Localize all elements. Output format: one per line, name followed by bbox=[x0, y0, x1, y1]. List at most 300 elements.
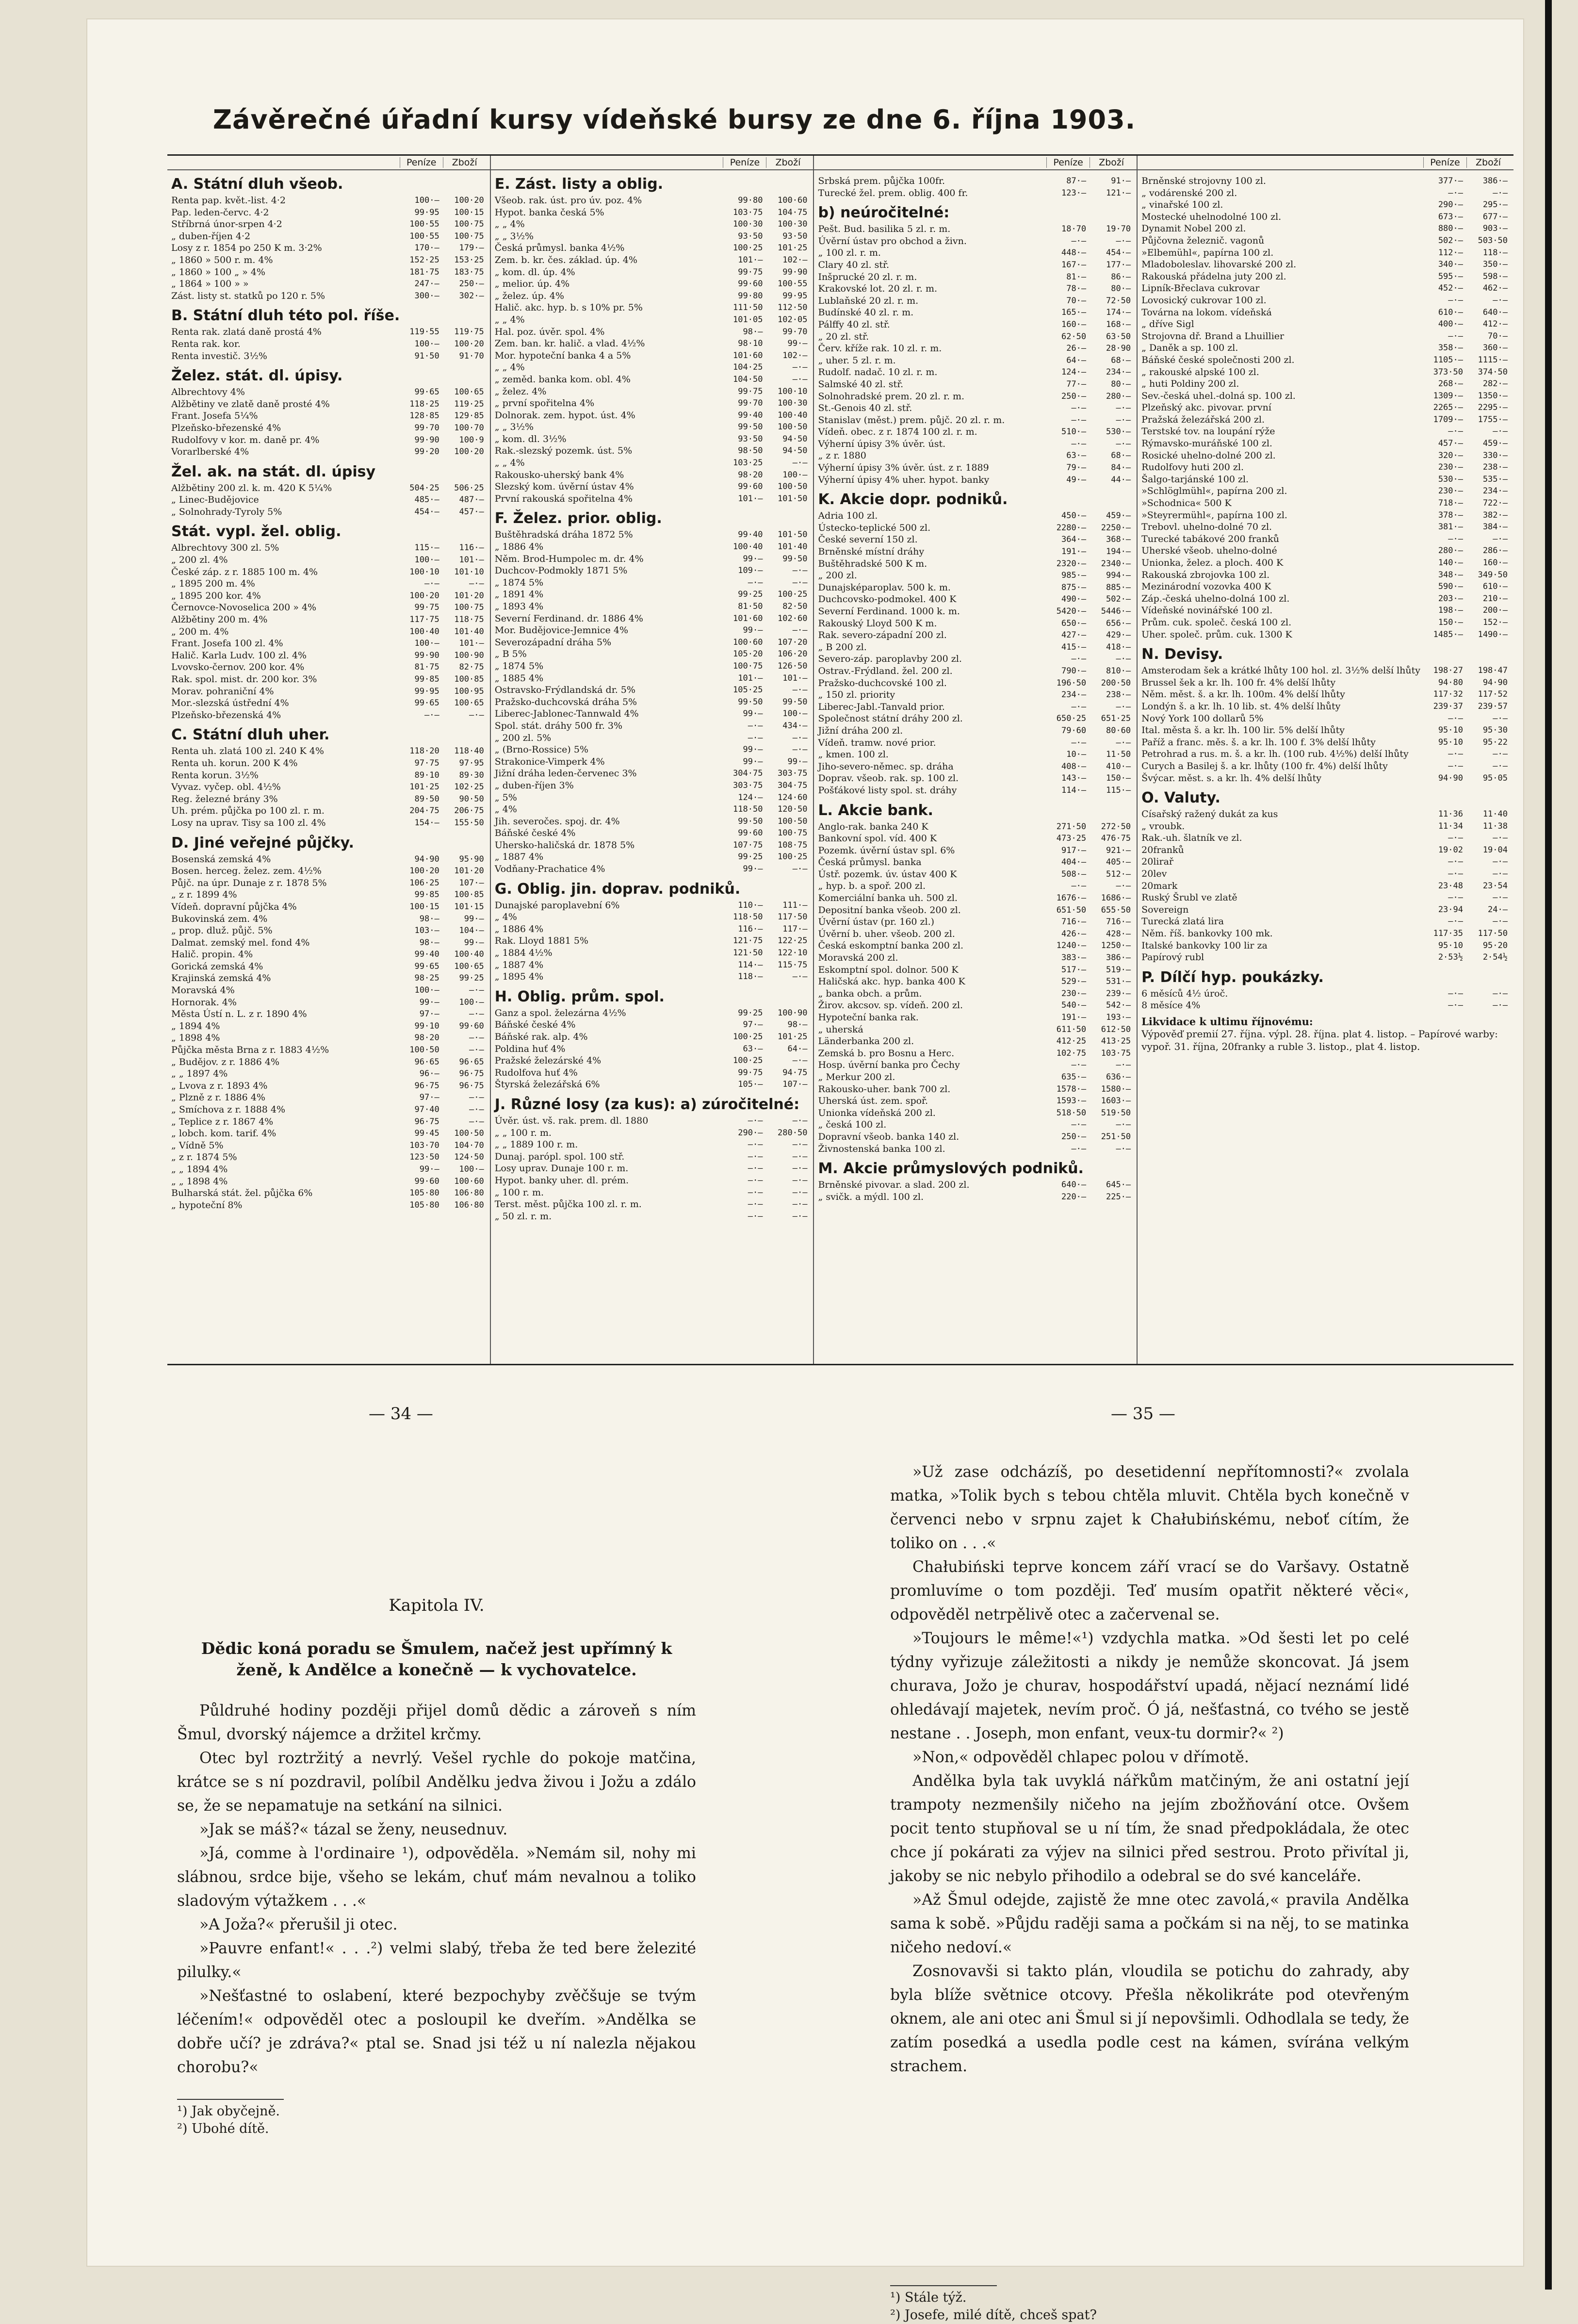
price-money: 119·55 bbox=[409, 327, 439, 337]
security-name: „ vodárenské 200 zl. bbox=[1141, 187, 1237, 198]
price-money: –·– bbox=[1448, 534, 1463, 544]
section-heading: M. Akcie průmyslových podniků. bbox=[818, 1160, 1084, 1178]
quote-row bbox=[171, 506, 486, 518]
security-name: Renta uh. zlatá 100 zl. 240 K 4% bbox=[171, 746, 324, 757]
security-name: Komerciální banka uh. 500 zl. bbox=[818, 893, 958, 904]
quote-row bbox=[171, 781, 486, 793]
price-goods: 531·– bbox=[1106, 977, 1131, 987]
quote-row bbox=[818, 880, 1133, 892]
security-name: „ „ 1898 4% bbox=[171, 1176, 228, 1187]
price-goods: 95·90 bbox=[459, 854, 484, 864]
quote-row bbox=[1141, 904, 1510, 916]
price-money: 99·80 bbox=[738, 291, 763, 301]
price-goods: 96·75 bbox=[459, 1080, 484, 1091]
security-name: Rakousko-uher. bank 700 zl. bbox=[818, 1083, 951, 1095]
security-name: „ prop. dluž. půjč. 5% bbox=[171, 925, 273, 936]
left-footnotes bbox=[177, 2099, 284, 2138]
quote-row bbox=[495, 529, 810, 541]
price-goods: 405·– bbox=[1106, 857, 1131, 867]
price-money: –·– bbox=[1071, 1144, 1087, 1154]
price-goods: –·– bbox=[792, 1163, 808, 1174]
quote-row bbox=[495, 816, 810, 828]
price-goods: 95·22 bbox=[1482, 737, 1508, 747]
security-name: Losy z r. 1854 po 250 K m. 3·2% bbox=[171, 243, 322, 254]
price-money: 99·75 bbox=[738, 386, 763, 396]
price-money: 412·25 bbox=[1056, 1036, 1087, 1047]
security-name: „ Daněk a sp. 100 zl. bbox=[1141, 343, 1238, 354]
quote-row bbox=[495, 1187, 810, 1199]
quote-row bbox=[495, 195, 810, 207]
price-goods: –·– bbox=[1493, 869, 1508, 879]
price-money: 204·75 bbox=[409, 806, 439, 816]
quote-row bbox=[818, 438, 1133, 450]
security-name: Úvěr. úst. vš. rak. prem. dl. 1880 bbox=[494, 1115, 649, 1126]
security-name: Úvěrní ústav (pr. 160 zl.) bbox=[818, 917, 935, 928]
price-goods: 168·– bbox=[1106, 319, 1131, 329]
security-name: „ melior. úp. 4% bbox=[494, 278, 570, 290]
price-money: 78·– bbox=[1066, 284, 1087, 294]
price-goods: 994·– bbox=[1106, 571, 1131, 581]
price-money: 99·70 bbox=[738, 398, 763, 409]
price-money: 99·60 bbox=[738, 279, 763, 289]
header-goods: Zboží bbox=[443, 157, 486, 168]
price-money: 95·10 bbox=[1438, 737, 1463, 747]
price-goods: 360·– bbox=[1482, 343, 1508, 353]
quote-row bbox=[818, 247, 1133, 259]
footnote: ¹) Jak obyčejně. bbox=[177, 2104, 280, 2119]
quote-row bbox=[171, 709, 486, 721]
price-goods: 82·75 bbox=[459, 662, 484, 672]
price-money: 985·– bbox=[1061, 571, 1087, 581]
security-name: Bosenská zemská 4% bbox=[171, 853, 271, 865]
security-name: Česká průmysl. banka bbox=[818, 857, 922, 868]
price-money: 485·– bbox=[414, 495, 439, 505]
price-goods: 94·50 bbox=[782, 446, 808, 456]
security-name: „ kmen. 100 zl. bbox=[818, 749, 889, 760]
price-money: 99·75 bbox=[414, 603, 439, 613]
quote-row bbox=[1141, 820, 1510, 833]
price-money: –·– bbox=[1448, 917, 1463, 927]
price-money: –·– bbox=[1071, 415, 1087, 425]
quote-row bbox=[818, 868, 1133, 881]
price-goods: –·– bbox=[792, 1187, 808, 1197]
price-goods: 99·70 bbox=[782, 327, 808, 337]
security-name: Halič. akc. hyp. b. s 10% pr. 5% bbox=[494, 302, 643, 313]
price-goods: 102·– bbox=[782, 255, 808, 265]
security-name: Česká průmysl. banka 4½% bbox=[494, 243, 625, 254]
price-money: 635·– bbox=[1061, 1072, 1087, 1082]
security-name: Rakouský Lloyd 500 K m. bbox=[818, 618, 937, 629]
quote-row bbox=[1141, 438, 1510, 450]
quote-row bbox=[1141, 677, 1510, 689]
security-name: Bukovinská zem. 4% bbox=[171, 913, 268, 924]
security-name: „ 5% bbox=[494, 792, 517, 803]
quote-row bbox=[818, 665, 1133, 677]
section-heading: b) neúročitelné: bbox=[818, 204, 950, 222]
security-name: Severo-záp. paroplavby 200 zl. bbox=[818, 654, 962, 665]
price-goods: 106·80 bbox=[454, 1188, 484, 1198]
price-money: 100·– bbox=[414, 555, 439, 565]
price-money: 99·70 bbox=[414, 423, 439, 433]
security-name: Rýmavsko-muráňské 100 zl. bbox=[1141, 438, 1272, 449]
security-name: „ z r. 1880 bbox=[818, 450, 866, 461]
quote-row bbox=[818, 653, 1133, 665]
price-goods: 384·– bbox=[1482, 522, 1508, 532]
quote-row bbox=[171, 326, 486, 338]
price-money: 101·– bbox=[738, 673, 763, 683]
quote-row bbox=[171, 278, 486, 290]
price-goods: –·– bbox=[792, 1175, 808, 1185]
price-goods: 100·– bbox=[782, 709, 808, 719]
price-goods: 108·75 bbox=[778, 840, 808, 850]
price-money: –·– bbox=[748, 1175, 763, 1185]
price-money: –·– bbox=[748, 1199, 763, 1210]
security-name: Doprav. všeob. rak. sp. 100 zl. bbox=[818, 773, 959, 784]
price-goods: 503·50 bbox=[1478, 235, 1508, 245]
quote-row bbox=[171, 673, 486, 686]
quote-row bbox=[818, 964, 1133, 976]
price-money: 62·50 bbox=[1061, 331, 1087, 342]
security-name: Lvovsko-černov. 200 kor. 4% bbox=[171, 662, 305, 673]
quote-row bbox=[1141, 916, 1510, 928]
security-name: Dunajsképaroplav. 500 k. m. bbox=[818, 582, 951, 593]
quote-row bbox=[495, 1079, 810, 1091]
quote-row bbox=[495, 374, 810, 386]
price-money: 116·– bbox=[738, 924, 763, 934]
quote-row bbox=[1141, 211, 1510, 223]
price-goods: 23·54 bbox=[1482, 881, 1508, 891]
price-goods: 1686·– bbox=[1101, 893, 1131, 903]
price-money: 98·50 bbox=[738, 446, 763, 456]
quote-row bbox=[818, 785, 1133, 797]
price-goods: 99·90 bbox=[782, 267, 808, 277]
price-goods: 44·– bbox=[1111, 475, 1131, 485]
price-money: 99·90 bbox=[414, 435, 439, 445]
price-goods: 11·50 bbox=[1106, 750, 1131, 760]
quote-row bbox=[1141, 940, 1510, 952]
price-goods: 386·– bbox=[1106, 953, 1131, 963]
quote-row bbox=[1141, 282, 1510, 295]
security-name: „ „ 3½% bbox=[494, 230, 534, 242]
bourse-column bbox=[814, 156, 1138, 1364]
security-name: „ vinařské 100 zl. bbox=[1141, 199, 1223, 211]
price-money: 100·75 bbox=[733, 661, 763, 671]
security-name: Losy uprav. Dunaje 100 r. m. bbox=[494, 1163, 629, 1174]
price-money: 651·50 bbox=[1056, 905, 1087, 915]
quote-row bbox=[818, 235, 1133, 247]
security-name: Sev.-česká uhel.-dolná sp. 100 zl. bbox=[1141, 390, 1296, 401]
price-money: 99·10 bbox=[414, 1021, 439, 1031]
security-name: Pap. leden-červc. 4·2 bbox=[171, 207, 269, 218]
price-goods: 99·60 bbox=[459, 1021, 484, 1031]
quote-row bbox=[818, 175, 1133, 187]
security-name: Paříž a franc. měs. š. a kr. lh. 100 f. 3% delší lhůty bbox=[1141, 736, 1376, 748]
quote-row bbox=[818, 988, 1133, 1000]
price-goods: 476·75 bbox=[1101, 834, 1131, 844]
price-goods: 386·– bbox=[1482, 176, 1508, 186]
price-money: 109·– bbox=[738, 566, 763, 576]
quote-row bbox=[171, 1199, 486, 1211]
quote-row bbox=[1141, 951, 1510, 964]
security-name: Hypot. banky uher. dl. prém. bbox=[494, 1175, 629, 1186]
quote-row bbox=[171, 338, 486, 350]
price-money: 110·– bbox=[738, 900, 763, 910]
security-name: Budínské 40 zl. r. m. bbox=[818, 307, 914, 318]
price-money: 99·50 bbox=[738, 816, 763, 826]
price-money: 348·– bbox=[1438, 570, 1463, 580]
quote-row bbox=[818, 1107, 1133, 1119]
price-money: 100·60 bbox=[733, 637, 763, 647]
price-goods: 100·60 bbox=[454, 1176, 484, 1186]
price-money: 595·– bbox=[1438, 271, 1463, 281]
security-name: Turecké žel. prem. oblig. 400 fr. bbox=[818, 187, 968, 198]
security-name: Severozápadní dráha 5% bbox=[494, 637, 612, 648]
quote-row bbox=[171, 661, 486, 673]
column-header bbox=[167, 156, 490, 170]
quote-row bbox=[495, 278, 810, 290]
security-name: Stanislav (měst.) prem. půjč. 20 zl. r. m. bbox=[818, 414, 1005, 426]
quote-row bbox=[495, 1043, 810, 1055]
price-goods: –·– bbox=[792, 1199, 808, 1210]
security-name: „ uherská bbox=[818, 1024, 863, 1035]
price-goods: 100·10 bbox=[778, 386, 808, 396]
price-money: 247·– bbox=[414, 279, 439, 289]
quote-row bbox=[171, 1080, 486, 1092]
quote-row bbox=[495, 756, 810, 768]
security-name: Česká eskomptní banka 200 zl. bbox=[818, 940, 964, 951]
security-name: Pražsko-duchcovská dráha 5% bbox=[494, 696, 637, 707]
price-goods: 250·– bbox=[459, 279, 484, 289]
quote-row bbox=[1141, 928, 1510, 940]
quote-row bbox=[1141, 390, 1510, 402]
quote-row bbox=[495, 266, 810, 278]
price-money: 124·– bbox=[1061, 367, 1087, 377]
security-name: Vídeň. dopravní půjčka 4% bbox=[171, 901, 297, 912]
price-goods: 100·60 bbox=[778, 196, 808, 205]
footnote: ¹) Stále týž. bbox=[890, 2290, 967, 2305]
price-goods: –·– bbox=[792, 362, 808, 373]
security-name: Curych a Basilej š. a kr. lhůty (100 fr. 4%) delší lhůty bbox=[1141, 760, 1388, 771]
price-money: 63·– bbox=[743, 1044, 763, 1054]
price-goods: 282·– bbox=[1482, 379, 1508, 389]
security-name: Eskomptní spol. dolnor. 500 K bbox=[818, 964, 959, 975]
quote-row bbox=[1141, 318, 1510, 330]
price-money: 150·– bbox=[1438, 617, 1463, 627]
price-goods: 194·– bbox=[1106, 547, 1131, 557]
price-goods: 183·75 bbox=[454, 267, 484, 277]
price-money: 81·– bbox=[1066, 272, 1087, 282]
paragraph: Otec byl roztržitý a nevrlý. Vešel rychle do pokoje matčina, krátce se s ní pozdravil, políbil Andělku jedva živou i Jožu a zdálo se, že se nepamatuje na setkání na silnici. bbox=[177, 1750, 696, 1815]
security-name: Albrechtovy 4% bbox=[171, 387, 245, 398]
price-goods: 95·20 bbox=[1482, 940, 1508, 950]
price-money: 81·75 bbox=[414, 662, 439, 672]
security-name: Pálffy 40 zl. stř. bbox=[818, 319, 890, 330]
column-header bbox=[491, 156, 813, 170]
price-goods: 100·75 bbox=[454, 603, 484, 613]
security-name: „ 200 m. 4% bbox=[171, 626, 229, 637]
quote-row bbox=[495, 553, 810, 565]
quote-row bbox=[1141, 426, 1510, 438]
price-goods: 519·50 bbox=[1101, 1108, 1131, 1118]
security-name: 20lirař bbox=[1141, 856, 1173, 867]
price-goods: 206·75 bbox=[454, 806, 484, 816]
price-goods: 89·30 bbox=[459, 770, 484, 780]
price-money: 170·– bbox=[414, 243, 439, 253]
price-money: –·– bbox=[1071, 702, 1087, 712]
security-name: „ kom. dl. 3½% bbox=[494, 433, 567, 444]
novel-right-column bbox=[890, 1460, 1409, 2323]
price-goods: 239·57 bbox=[1478, 701, 1508, 711]
price-money: 98·10 bbox=[738, 339, 763, 349]
price-goods: 102·– bbox=[782, 350, 808, 360]
quote-row bbox=[171, 1056, 486, 1068]
price-goods: –·– bbox=[469, 1009, 484, 1019]
security-name: Turecké tabákové 200 franků bbox=[1141, 533, 1279, 544]
section-heading: A. Státní dluh všeob. bbox=[171, 176, 343, 193]
quote-row bbox=[495, 541, 810, 553]
price-money: 91·50 bbox=[414, 351, 439, 361]
paragraph: »Jak se máš?« tázal se ženy, neusednuv. bbox=[199, 1821, 508, 1838]
quote-row bbox=[495, 732, 810, 744]
quote-row bbox=[495, 839, 810, 851]
price-goods: 107·20 bbox=[778, 637, 808, 647]
security-name: Hypoteční banka rak. bbox=[818, 1012, 919, 1023]
security-name: „ „ 1894 4% bbox=[171, 1163, 228, 1175]
price-money: –·– bbox=[1071, 1120, 1087, 1130]
quote-row bbox=[818, 821, 1133, 833]
price-money: 502·– bbox=[1438, 235, 1463, 245]
price-money: 99·– bbox=[419, 997, 439, 1007]
security-name: Ostravsko-Frýdlandská dr. 5% bbox=[494, 685, 635, 696]
price-money: –·– bbox=[748, 1151, 763, 1162]
security-name: „ Budějov. z r. 1886 4% bbox=[171, 1056, 280, 1067]
security-name: Reg. železné brány 3% bbox=[171, 793, 278, 804]
quote-row bbox=[495, 768, 810, 780]
price-goods: 302·– bbox=[459, 291, 484, 301]
quote-row bbox=[818, 366, 1133, 378]
price-money: 2265·– bbox=[1433, 403, 1463, 413]
price-goods: 374·50 bbox=[1478, 367, 1508, 377]
quote-row bbox=[818, 737, 1133, 749]
price-money: –·– bbox=[748, 1140, 763, 1150]
quote-row bbox=[818, 641, 1133, 654]
price-goods: 251·50 bbox=[1101, 1131, 1131, 1142]
price-money: –·– bbox=[1448, 331, 1463, 341]
price-money: –·– bbox=[748, 1163, 763, 1174]
security-name: „ 1895 200 kor. 4% bbox=[171, 590, 261, 601]
security-name: Města Ústí n. L. z r. 1890 4% bbox=[171, 1009, 307, 1020]
security-name: „ Linec-Budějovice bbox=[171, 494, 259, 506]
header-goods: Zboží bbox=[1090, 157, 1133, 168]
price-money: 99·65 bbox=[414, 961, 439, 971]
price-goods: –·– bbox=[1116, 236, 1131, 246]
price-goods: 117·– bbox=[782, 924, 808, 934]
price-money: 101·25 bbox=[409, 782, 439, 792]
price-goods: 124·50 bbox=[454, 1152, 484, 1162]
security-name: Výherní úpisy 3% úvěr. úst. z r. 1889 bbox=[818, 462, 989, 474]
quote-row bbox=[495, 720, 810, 732]
price-money: 99·65 bbox=[414, 698, 439, 708]
quote-row bbox=[1141, 545, 1510, 557]
price-goods: 412·– bbox=[1482, 319, 1508, 329]
price-money: 118·50 bbox=[733, 804, 763, 815]
security-name: Poldina huť 4% bbox=[494, 1043, 566, 1054]
security-name: Moravská 4% bbox=[171, 985, 235, 996]
price-goods: 100·9 bbox=[459, 435, 484, 445]
security-name: »Schodnica« 500 K bbox=[1141, 498, 1232, 509]
price-money: –·– bbox=[1071, 737, 1087, 748]
header-goods: Zboží bbox=[766, 157, 809, 168]
price-money: 320·– bbox=[1438, 450, 1463, 460]
security-name: Pozemk. úvěrní ústav spl. 6% bbox=[818, 845, 955, 856]
quote-row bbox=[818, 510, 1133, 522]
security-name: Solnohradské prem. 20 zl. r. m. bbox=[818, 391, 965, 402]
price-goods: 200·– bbox=[1482, 606, 1508, 616]
quote-row bbox=[171, 972, 486, 984]
price-money: 530·– bbox=[1438, 474, 1463, 484]
price-money: 718·– bbox=[1438, 498, 1463, 508]
price-money: 99·95 bbox=[414, 686, 439, 696]
price-money: –·– bbox=[1448, 988, 1463, 998]
security-name: Pražsko-duchcovské 100 zl. bbox=[818, 677, 947, 688]
security-name: „ 4% bbox=[494, 912, 517, 923]
price-goods: 280·– bbox=[1106, 391, 1131, 401]
price-goods: 103·75 bbox=[1101, 1048, 1131, 1058]
price-money: 99·60 bbox=[738, 482, 763, 492]
price-money: 97·– bbox=[419, 1009, 439, 1019]
security-name: „ „ 4% bbox=[494, 362, 525, 373]
price-money: 99·25 bbox=[738, 852, 763, 862]
price-goods: 99·– bbox=[464, 914, 484, 924]
quote-row bbox=[818, 343, 1133, 355]
price-money: 99·95 bbox=[414, 207, 439, 217]
section-heading: E. Zást. listy a oblig. bbox=[494, 176, 664, 193]
security-name: Terstské tov. na loupání rýže bbox=[1141, 426, 1275, 437]
price-money: 96·65 bbox=[414, 1057, 439, 1067]
price-goods: 330·– bbox=[1482, 450, 1508, 460]
price-goods: 428·– bbox=[1106, 929, 1131, 939]
quote-row bbox=[171, 686, 486, 698]
price-goods: –·– bbox=[792, 733, 808, 743]
quote-row bbox=[495, 637, 810, 649]
price-goods: 11·40 bbox=[1482, 809, 1508, 819]
quote-row bbox=[818, 355, 1133, 367]
price-money: 118·50 bbox=[733, 912, 763, 922]
quote-row bbox=[818, 450, 1133, 462]
security-name: 6 měsíců 4½ úroč. bbox=[1141, 988, 1228, 999]
quote-row bbox=[818, 534, 1133, 546]
price-money: 100·55 bbox=[409, 231, 439, 241]
quote-row bbox=[818, 1024, 1133, 1036]
quote-row bbox=[818, 904, 1133, 917]
security-name: „ 1874 5% bbox=[494, 660, 544, 671]
quote-row bbox=[171, 434, 486, 446]
quote-row bbox=[171, 1128, 486, 1140]
price-goods: 502·– bbox=[1106, 594, 1131, 605]
paragraph: Chałubiński teprve koncem září vrací se do Varšavy. Ostatně promluvíme o tom později. Teď musím opatřit některé věci«, odpověděl netrpělivě otec a začervenal se. bbox=[890, 1558, 1409, 1623]
price-goods: 107·– bbox=[782, 1080, 808, 1090]
security-name: Zást. listy st. statků po 120 r. 5% bbox=[171, 290, 325, 301]
quote-row bbox=[1141, 235, 1510, 247]
price-goods: 413·25 bbox=[1101, 1036, 1131, 1047]
price-goods: 1490·– bbox=[1478, 629, 1508, 639]
price-goods: 2250·– bbox=[1101, 523, 1131, 533]
security-name: Brněnské místní dráhy bbox=[818, 546, 925, 557]
quote-row bbox=[495, 1198, 810, 1211]
price-goods: 100·95 bbox=[454, 686, 484, 696]
quote-row bbox=[171, 1020, 486, 1032]
price-money: 529·– bbox=[1061, 977, 1087, 987]
